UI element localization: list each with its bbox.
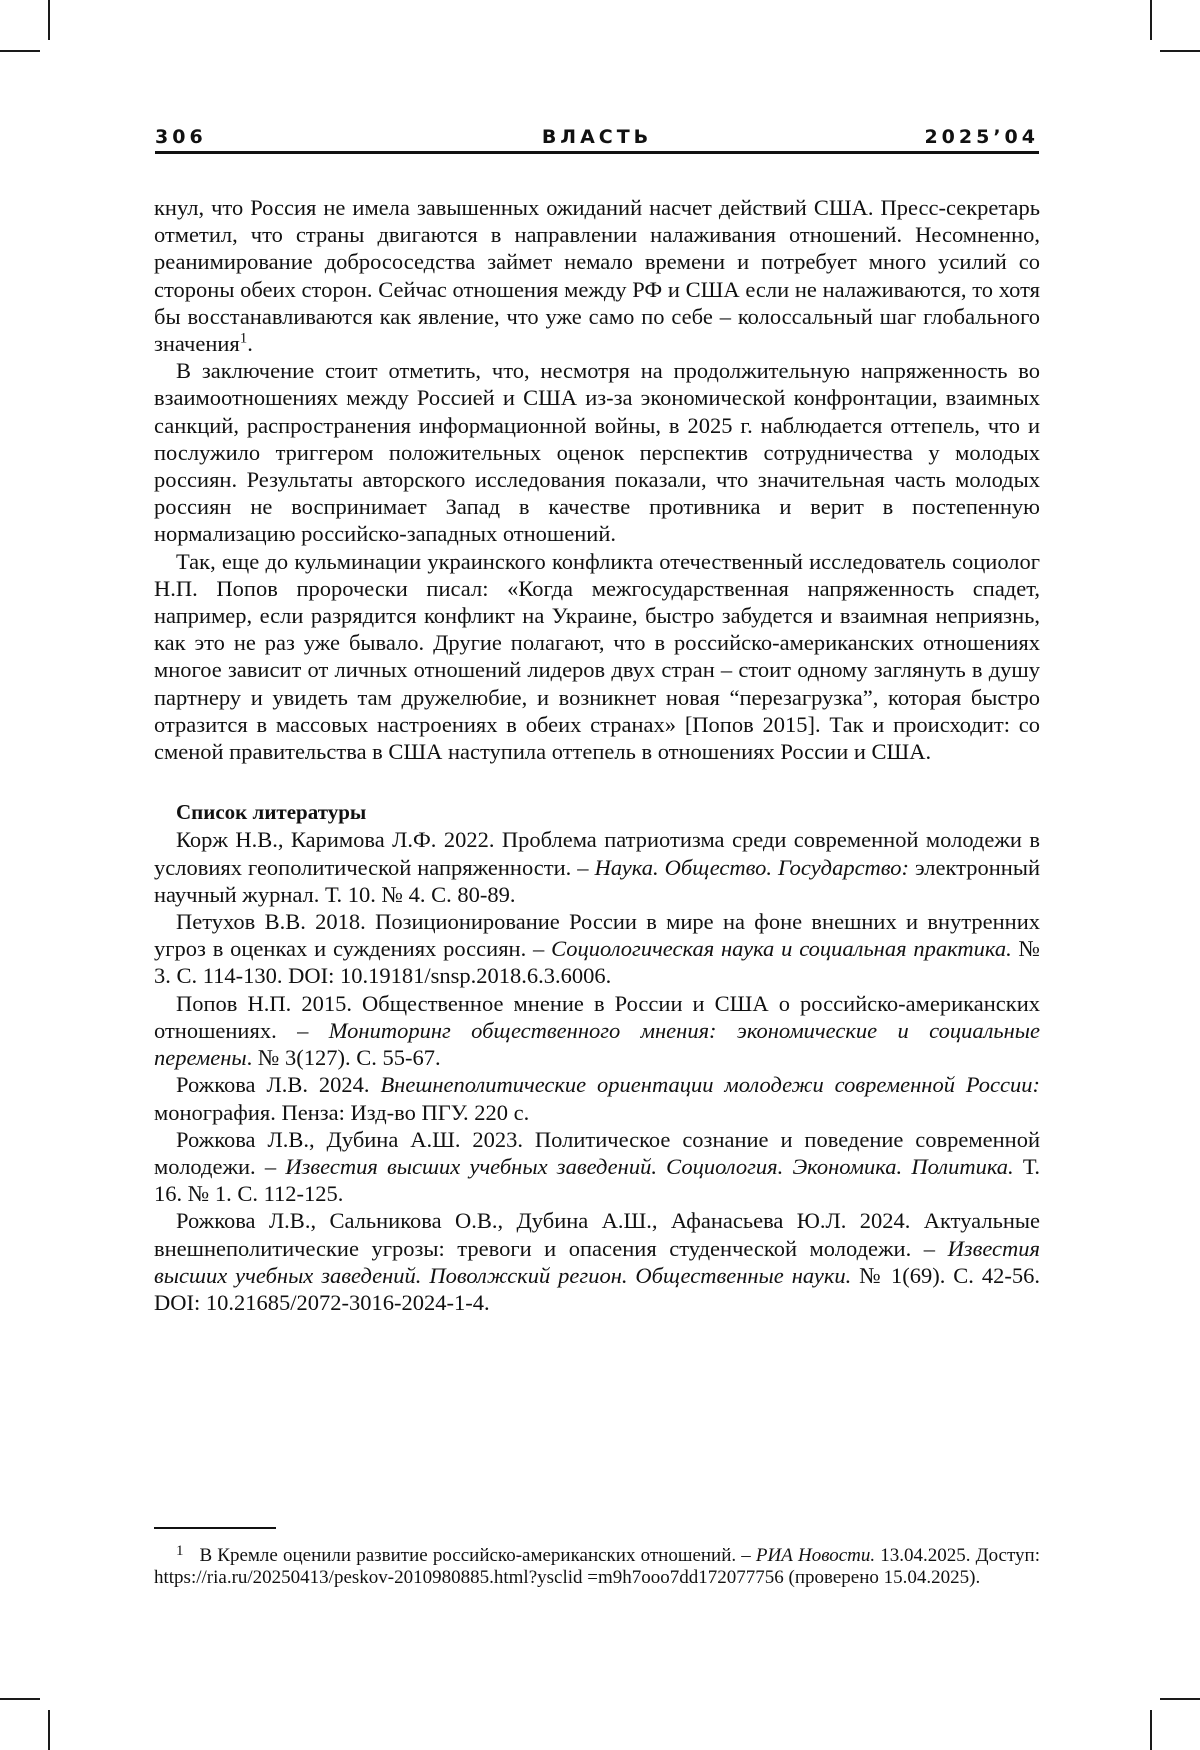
reference-source: Наука. Общество. Государство: [595, 855, 909, 880]
reference-item [154, 826, 1040, 908]
footnote-source: РИА Новости. [756, 1545, 875, 1566]
reference-item [154, 1126, 1040, 1208]
reference-text: Корж Н.В., Каримова Л.Ф. 2022. Проблема патриотизма среди современной молодежи в условиях геополитической напряженности. – [154, 827, 1040, 879]
reference-text: Петухов В.В. 2018. Позиционирование России в мире на фоне внешних и внутренних угроз в оценках и суждениях россиян. – [154, 909, 1040, 961]
reference-text: Попов Н.П. 2015. Общественное мнение в России и США о российско-американских отношениях. – [154, 991, 1040, 1043]
footnote-rule [154, 1527, 276, 1529]
journal-title: ВЛАСТЬ [155, 126, 1039, 148]
page-number: 306 [155, 126, 207, 148]
references-title: Список литературы [154, 799, 1040, 826]
reference-source: Социологическая наука и социальная практика. [551, 936, 1012, 961]
reference-item [154, 990, 1040, 1072]
references-list [154, 826, 1040, 1316]
paragraph-2: В заключение стоит отметить, что, несмотря на продолжительную напряженность во взаимоотношениях между Россией и США из-за экономической конфронтации, взаимных санкций, распространения информационной войны, в 2025 г. наблюдается оттепель, что и послужило триггером положительных оценок перспектив сотрудничества у молодых россиян. Результаты авторского исследования показали, что значительная часть молодых россиян не воспринимает Запад в качестве противника и верит в постепенную нормализацию российско-западных отношений. [154, 357, 1040, 547]
footnote-plain: В Кремле оценили развитие российско-американских отношений. – [200, 1545, 756, 1566]
header-rule [155, 151, 1039, 154]
reference-details: № 3. С. 114-130. DOI: 10.19181/snsp.2018.6.3.6006. [154, 936, 1040, 988]
reference-text: Рожкова Л.В. 2024. [176, 1072, 380, 1097]
footnote-text [154, 1540, 1040, 1589]
paragraph-1-text: кнул, что Россия не имела завышенных ожиданий насчет действий США. Пресс-секретарь отметил, что страны двигаются в направлении налаживания отношений. Несомненно, реанимирование добрососедства займет немало времени и потребует много усилий со стороны обеих сторон. Сейчас отношения между РФ и США если не налаживаются, то хотя бы восстанавливаются как явление, что уже само по себе – колоссальный шаг глобального значения [154, 195, 1040, 356]
reference-source: Известия высших учебных заведений. Поволжский регион. Общественные науки. [154, 1236, 1040, 1288]
reference-text: Рожкова Л.В., Дубина А.Ш. 2023. Политическое сознание и поведение современной молодежи. – [154, 1127, 1040, 1179]
reference-details: № 1(69). С. 42-56. DOI: 10.21685/2072-3016-2024-1-4. [154, 1263, 1040, 1315]
footnote [154, 1540, 1040, 1589]
crop-mark-top-right-h [1160, 50, 1200, 52]
reference-text: Рожкова Л.В., Сальникова О.В., Дубина А.Ш., Афанасьева Ю.Л. 2024. Актуальные внешнеполитические угрозы: тревоги и опасения студенческой молодежи. – [154, 1208, 1040, 1260]
crop-mark-bottom-right-v [1150, 1710, 1152, 1750]
reference-source: Мониторинг общественного мнения: экономические и социальные перемены [154, 1018, 1040, 1070]
crop-mark-bottom-right-h [1160, 1698, 1200, 1700]
footnote-ref[interactable]: 1 [240, 331, 248, 347]
crop-mark-top-left-h [0, 50, 40, 52]
paragraph-1-end: . [247, 331, 253, 356]
crop-mark-top-right-v [1150, 0, 1152, 40]
footnote-details[interactable]: 13.04.2025. Доступ: https://ria.ru/20250413/peskov-2010980885.html?ysclid =m9h7ooo7dd172077756 (проверено 15.04.2025). [154, 1545, 1040, 1588]
crop-mark-bottom-left-h [0, 1698, 40, 1700]
paragraph-3: Так, еще до кульминации украинского конфликта отечественный исследователь социолог Н.П. Попов пророчески писал: «Когда межгосударственная напряженность спадет, например, если разрядится конфликт на Украине, быстро забудется и взаимная неприязнь, как это не раз уже бывало. Другие полагают, что в российско-американских отношениях многое зависит от личных отношений лидеров двух стран – стоит одному заглянуть в душу партнеру и увидеть там дружелюбие, и возникнет новая “перезагрузка”, которая быстро отразится в массовых настроениях в обеих странах» [Попов 2015]. Так и происходит: со сменой правительства в США наступила оттепель в отношениях России и США. [154, 548, 1040, 766]
journal-page [0, 0, 1200, 1750]
footnote-number: 1 [176, 1543, 184, 1559]
main-text [154, 194, 1040, 1316]
reference-item [154, 908, 1040, 990]
reference-item [154, 1207, 1040, 1316]
reference-source: Известия высших учебных заведений. Социология. Экономика. Политика. [285, 1154, 1013, 1179]
reference-details: Т. 16. № 1. С. 112-125. [154, 1154, 1040, 1206]
reference-details: монография. Пенза: Изд-во ПГУ. 220 с. [154, 1100, 529, 1125]
crop-mark-top-left-v [48, 0, 50, 40]
crop-mark-bottom-left-v [48, 1710, 50, 1750]
reference-details: электронный научный журнал. Т. 10. № 4. С. 80-89. [154, 855, 1040, 907]
issue-number: 2025’04 [924, 126, 1039, 148]
reference-details: . № 3(127). С. 55-67. [247, 1045, 441, 1070]
reference-source: Внешнеполитические ориентации молодежи современной России: [380, 1072, 1040, 1097]
reference-item [154, 1071, 1040, 1125]
paragraph-1 [154, 194, 1040, 357]
